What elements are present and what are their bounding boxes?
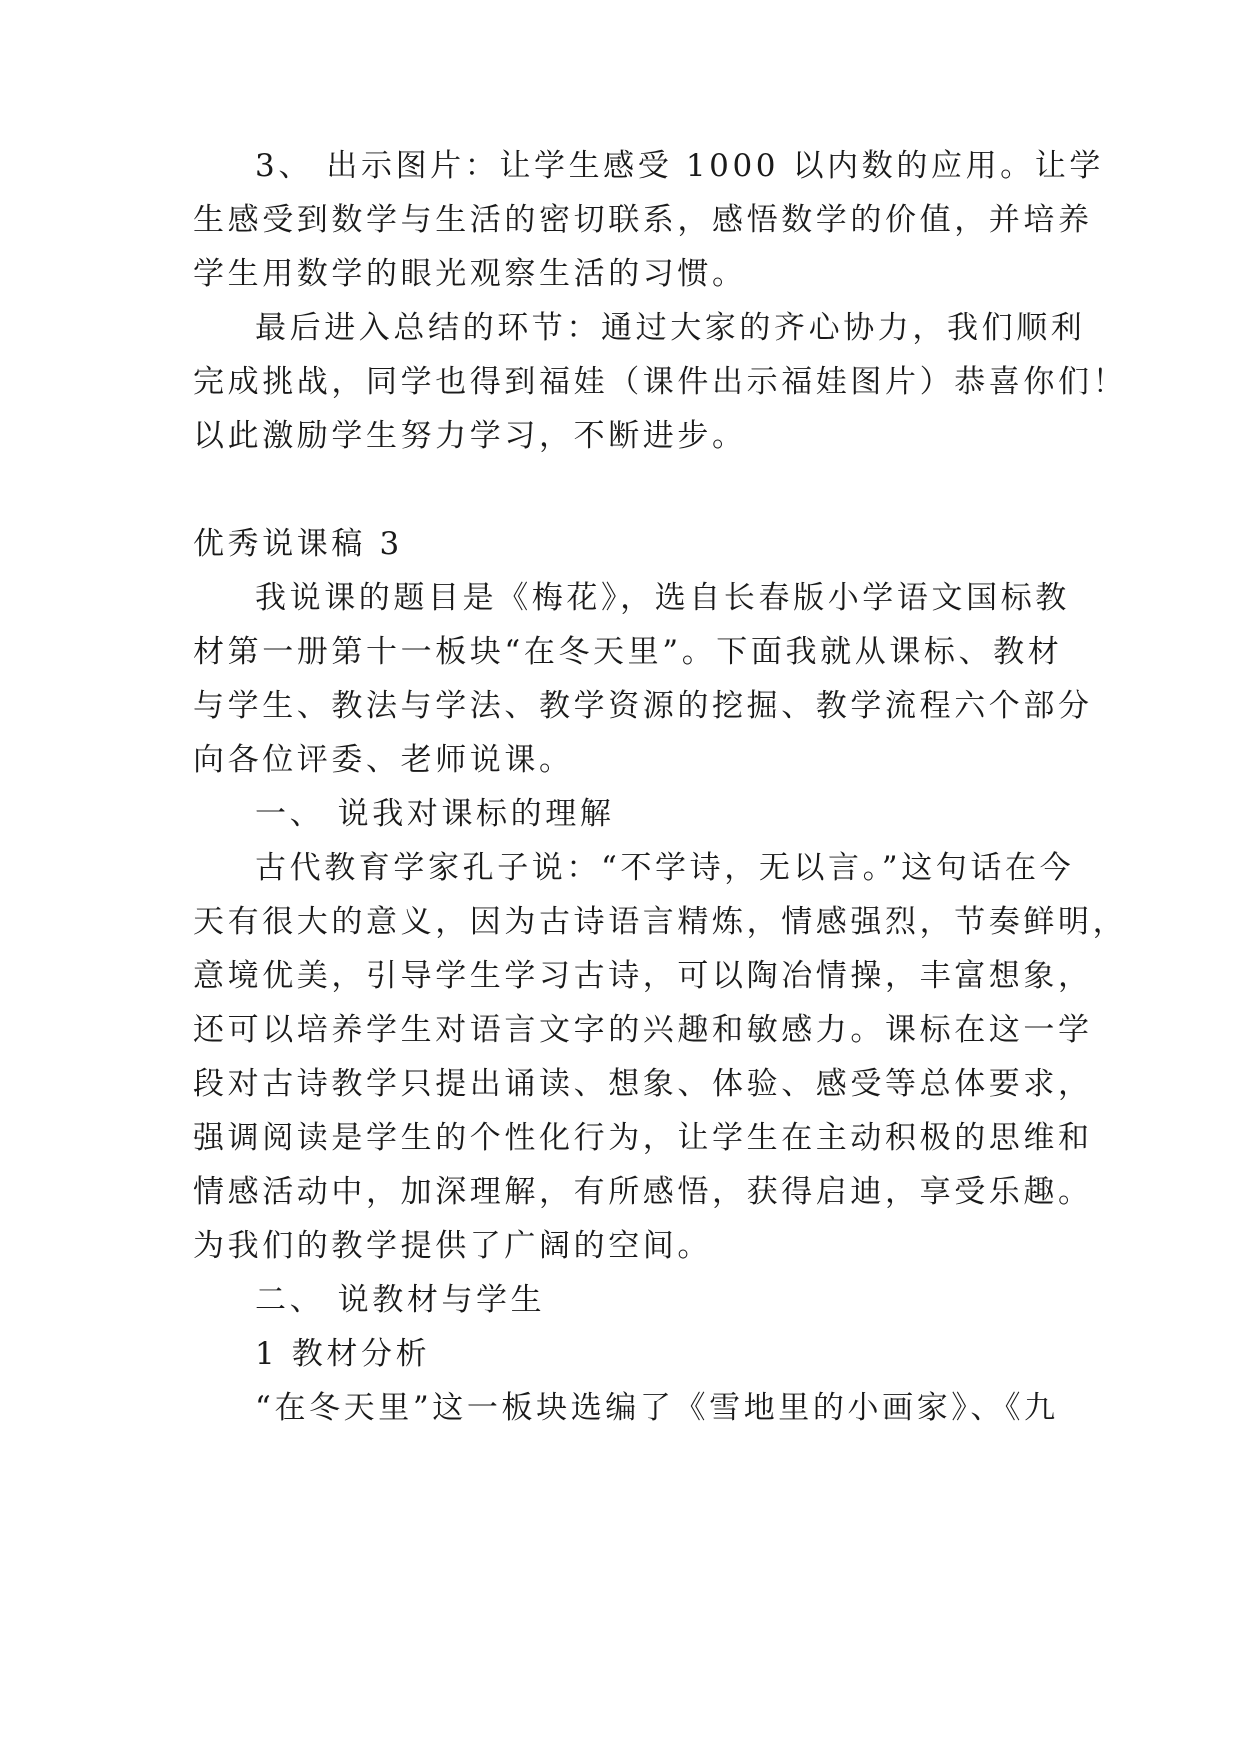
paragraph-part1-line5: 段对古诗教学只提出诵读、想象、体验、感受等总体要求， [193, 1066, 1093, 1102]
paragraph-summary-line3: 以此激励学生努力学习，不断进步。 [193, 418, 747, 454]
paragraph-intro-line2: 材第一册第十一板块“在冬天里”。下面我就从课标、教材 [193, 634, 1063, 670]
paragraph-part1-line6: 强调阅读是学生的个性化行为，让学生在主动积极的思维和 [193, 1120, 1093, 1156]
section-heading: 优秀说课稿 3 [193, 526, 403, 562]
paragraph-summary-line2: 完成挑战，同学也得到福娃（课件出示福娃图片）恭喜你们！ [193, 364, 1128, 400]
paragraph-part1-line8: 为我们的教学提供了广阔的空间。 [193, 1228, 712, 1264]
paragraph-item3-line1: 3、 出示图片：让学生感受 1000 以内数的应用。让学 [255, 148, 1104, 184]
part2-subheading: 1 教材分析 [255, 1336, 431, 1372]
paragraph-intro-line1: 我说课的题目是《梅花》，选自长春版小学语文国标教 [255, 580, 1070, 616]
paragraph-intro-line4: 向各位评委、老师说课。 [193, 742, 574, 778]
paragraph-item3-line3: 学生用数学的眼光观察生活的习惯。 [193, 256, 747, 292]
paragraph-item3-line2: 生感受到数学与生活的密切联系，感悟数学的价值，并培养 [193, 202, 1093, 238]
part2-heading: 二、 说教材与学生 [255, 1282, 546, 1318]
paragraph-part2-line1: “在冬天里”这一板块选编了《雪地里的小画家》、《九 [255, 1390, 1059, 1426]
paragraph-summary-line1: 最后进入总结的环节：通过大家的齐心协力，我们顺利 [255, 310, 1086, 346]
part1-heading: 一、 说我对课标的理解 [255, 796, 615, 832]
paragraph-intro-line3: 与学生、教法与学法、教学资源的挖掘、教学流程六个部分 [193, 688, 1093, 724]
paragraph-part1-line3: 意境优美，引导学生学习古诗，可以陶冶情操，丰富想象， [193, 958, 1093, 994]
paragraph-part1-line1: 古代教育学家孔子说：“不学诗，无以言。”这句话在今 [255, 850, 1075, 886]
paragraph-part1-line2: 天有很大的意义，因为古诗语言精炼，情感强烈，节奏鲜明， [193, 904, 1128, 940]
paragraph-part1-line7: 情感活动中，加深理解，有所感悟，获得启迪，享受乐趣。 [193, 1174, 1093, 1210]
paragraph-part1-line4: 还可以培养学生对语言文字的兴趣和敏感力。课标在这一学 [193, 1012, 1093, 1048]
